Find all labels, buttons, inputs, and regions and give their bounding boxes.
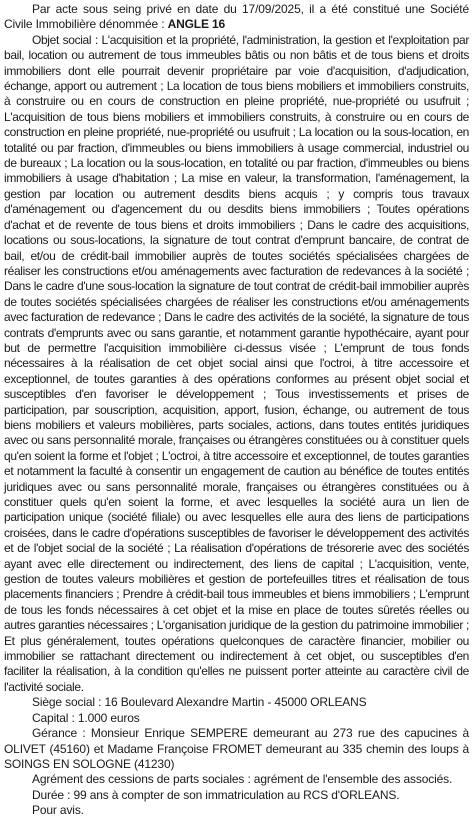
duree-paragraph: Durée : 99 ans à compter de son immatriculation au RCS d'ORLEANS.: [32, 787, 400, 802]
objet-social-paragraph: Objet social : L'acquisition et la propriété, l'administration, la gestion et l'exploitation par bail, location ou autrement de tous immeubles bâtis ou non bâtis et de tous biens et droits immobiliers dont elle pourrait devenir propriétaire par voie d'acquisition, d'adjudication, échange, apport ou autrement ; La location de tous biens mobiliers et immobiliers construits, à construire ou en cours de construction en pleine propriété, nue-propriété ou usufruit ; L'acquisition de tous biens mobiliers et immobiliers construits, à construire ou en cours de construction en pleine propriété, nue-propriété ou usufruit ; La location ou la sous-location, en totalité ou par fraction, d'immeubles ou biens immobiliers à usage commercial, industriel ou de bureaux ; La location ou la sous-location, en totalité ou par fraction, d'immeubles ou biens immobiliers à usage d'habitation ; La mise en valeur, la transformation, l'aménagement, la gestion par location ou autrement desdits biens acquis ; y compris tous travaux d'aménagement ou d'agencement du ou desdits biens immobiliers ; Toutes opérations d'achat et de revente de tous biens et droits immobiliers ; Dans le cadre des acquisitions, locations ou sous-locations, la signature de tout contrat d'emprunt bancaire, de contrat de bail, et/ou de crédit-bail immobilier auprès de toutes sociétés spécialisées chargées de réaliser les constructions et/ou aménagements avec facturation de redevances à la société ; Dans le cadre d'une sous-location la signature de tout contrat de crédit-bail immobilier auprès de toutes sociétés spécialisées chargées de réaliser les constructions et/ou aménagements avec facturation de redevance ; Dans le cadre des activités de la société, la signature de tous contrats d'emprunts avec ou sans garantie, et notamment garantie hypothécaire, ayant pour but de permettre l'acquisition immobilière ci-dessus visée ; L'emprunt de tous fonds nécessaires à la réalisation de cet objet social ainsi que l'octroi, à titre accessoire et exceptionnel, de toutes garanties à des opérations conformes au présent objet social et susceptibles d'en favoriser le développement ; Tous investissements et prises de participation, par souscription, acquisition, apport, fusion, échange, ou autrement de tous biens mobiliers et valeurs mobilières, parts sociales, actions, dans toutes entités juridiques avec ou sans personnalité morale, françaises ou étrangères constituées ou à constituer quels qu'en soient la forme et l'objet ; L'octroi, à titre accessoire et exceptionnel, de toutes garanties et notamment la faculté à consentir un engagement de caution au bénéfice de toutes entités juridiques avec ou sans personnalité morale, françaises ou étrangères constituées ou à constituer quels qu'en soient la forme, et avec lesquelles la société aura un lien de participation unique (société filiale) ou avec lesquelles elle aura des liens de participations croisées, dans le cadre d'opérations susceptibles de favoriser le développement des activités et de l'objet social de la société ; La réalisation d'opérations de trésorerie avec des sociétés ayant avec elle directement ou indirectement, des liens de capital ; L'acquisition, vente, gestion de toutes valeurs mobilières et gestion de portefeuilles titres et réalisation de tous placements financiers ; Prendre à crédit-bail tous immeubles et biens immobiliers ; L'emprunt de tous les fonds nécessaires à cet objet et la mise en place de toutes sûretés réelles ou autres garanties nécessaires ; L'organisation juridique de la gestion du patrimoine immobilier ; Et plus généralement, toutes opérations quelconques de caractère financier, mobilier ou immobilier se rattachant directement ou indirectement à cet objet, ou susceptibles d'en faciliter la réalisation, à la condition qu'elles ne puissent porter atteinte au caractère civil de l'activité sociale.: [4, 32, 469, 694]
company-name: ANGLE 16: [167, 17, 226, 32]
closing-line: Pour avis.: [32, 803, 84, 818]
intro-text: Par acte sous seing privé en date du 17/09/2025, il a été constitué une Société Civile Immobilière dénommée :: [4, 2, 469, 32]
siege-social-line: Siège social : 16 Boulevard Alexandre Martin - 45000 ORLEANS: [32, 695, 367, 710]
agrement-paragraph: Agrément des cessions de parts sociales : agrément de l'ensemble des associés.: [32, 772, 453, 787]
capital-line: Capital : 1.000 euros: [32, 710, 140, 725]
intro-paragraph: [4, 2, 469, 33]
gerance-paragraph: Gérance : Monsieur Enrique SEMPERE demeurant au 273 rue des capucines à OLIVET (45160) et Madame Françoise FROMET demeurant au 335 chemin des loups à SOINGS EN SOLOGNE (41230): [4, 726, 469, 771]
